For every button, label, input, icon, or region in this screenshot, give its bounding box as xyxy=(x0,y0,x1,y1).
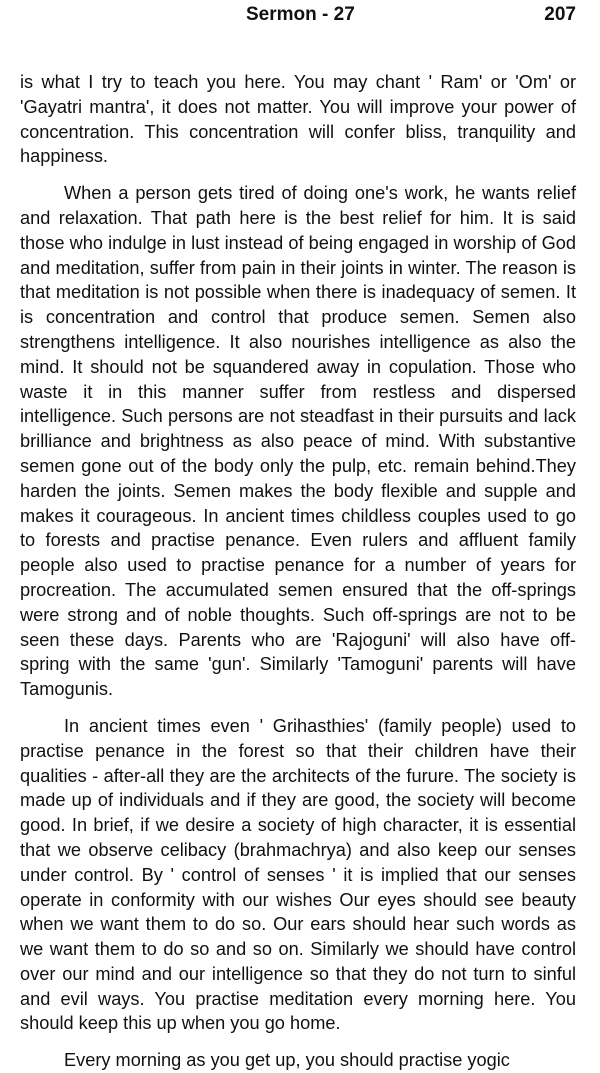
page-number: 207 xyxy=(544,4,576,25)
paragraph-2: When a person gets tired of doing one's work, he wants relief and relaxation. That path here is the best relief for him. It is said those who indulge in lust instead of being engaged in worship of God and meditation, suffer from pain in their joints in winter. The reason is that meditation is not possible when there is inadequacy of semen. It is concentration and control that produce semen. Semen also strengthens intelligence. It also nourishes intelligence as also the mind. It should not be squandered away in copulation. Those who waste it in this manner suffer from restless and dispersed intelligence. Such persons are not steadfast in their pursuits and lack brilliance and brightness as also peace of mind. With substantive semen gone out of the body only the pulp, etc. remain behind.They harden the joints. Semen makes the body flexible and supple and makes it courageous. In ancient times childless couples used to go to forests and practise penance. Even rulers and affluent family people also used to practise penance for a number of years for procreation. The accumulated semen ensured that the off-springs were strong and of noble thoughts. Such off-springs are not to be seen these days. Parents who are 'Rajoguni' will also have off- spring with the same 'gun'. Similarly 'Tamoguni' parents will have Tamogunis. xyxy=(20,183,576,700)
running-header xyxy=(20,0,576,40)
chapter-title: Sermon - 27 xyxy=(246,4,355,25)
paragraph-1: is what I try to teach you here. You may chant ' Ram' or 'Om' or 'Gayatri mantra', it does not matter. You will improve your power of concentration. This concentration will confer bliss, tranquility and happiness. xyxy=(20,72,576,167)
body-text xyxy=(20,70,576,1073)
paragraph-3: In ancient times even ' Grihasthies' (family people) used to practise penance in the forest so that their children have their qualities - after-all they are the architects of the furure. The society is made up of individuals and if they are good, the society will become good. In brief, if we desire a society of high character, it is essential that we observe celibacy (brahmachrya) and also keep our senses under control. By ' control of senses ' it is implied that our senses operate in conformity with our wishes Our eyes should see beauty when we want them to do so. Our ears should hear such words as we want them to do so and so on. Similarly we should have control over our mind and our intelligence so that they do not turn to sinful and evil ways. You practise meditation every morning here. You should keep this up when you go home. xyxy=(20,715,576,1034)
paragraph-4: Every morning as you get up, you should practise yogic xyxy=(64,1050,510,1071)
